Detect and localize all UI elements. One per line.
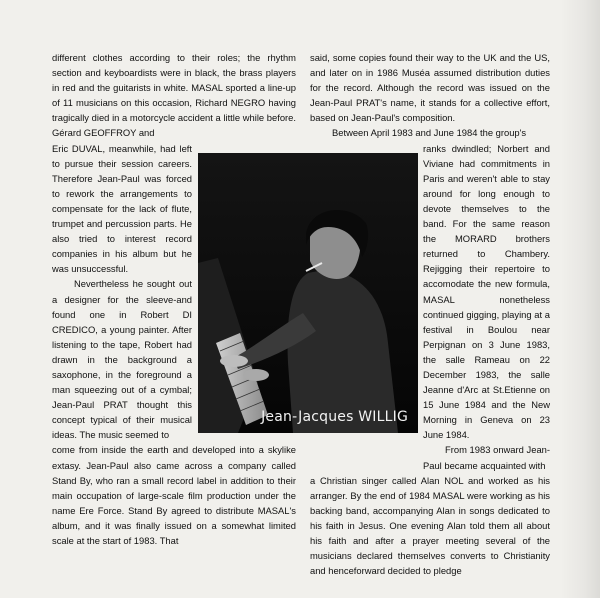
right-paragraph-3-full: a Christian singer called Alan NOL and worked as his arranger. By the end of 1984 MASAL were working as his backing band, accompanying Alan in songs dedicated to his faith in Jesus. One evening Alan told them all about his faith and after a prayer meeting several of the musicians declared themselves converts to Christianity and henceforward decided to pledge xyxy=(310,474,550,577)
photo-caption: Jean-Jacques WILLIG xyxy=(261,409,408,425)
left-paragraph-1-full: different clothes according to their roles; the rhythm section and keyboardists were in black, the brass players in red and the guitarists in white. MASAL sported a line-up of 11 musicians on this occasion, Richard NEGRO having tragically died in a motorcycle accident a little while before. Gérard GEOFFROY and xyxy=(52,52,296,139)
pianist-illustration xyxy=(198,153,418,433)
right-paragraph-2-lead: Between April 1983 and June 1984 the group's xyxy=(332,127,527,139)
pianist-hand-left xyxy=(220,355,248,367)
page-fold-shadow xyxy=(560,0,600,598)
left-paragraph-2-narrow: Nevertheless he sought out a designer for the sleeve-and found one in Robert DI CREDICO, a young painter. After listening to the tape, Robert had drawn in the background a saxophone, in the foreground a man squeezing out of a cymbal; Jean-Paul PRAT thought this concept typical of their musical ideas. The music seemed to xyxy=(52,278,192,441)
musician-photo xyxy=(198,153,418,433)
right-paragraph-1: said, some copies found their way to the UK and the US, and later on in 1986 Muséa assumed distribution duties for the record. Although the record was issued on the Jean-Paul PRAT's name, it stands for a collective effort, based on Jean-Paul's composition. xyxy=(310,52,550,124)
left-paragraph-1-narrow: Eric DUVAL, meanwhile, had left to pursue their session careers. Therefore Jean-Paul was forced to rework the arrangements to compensate for the lack of flute, trumpet and percussion parts. He also tried to interest record companies in his album but he was unsuccessful. xyxy=(52,142,192,275)
pianist-hand-right xyxy=(243,369,269,381)
right-paragraph-2-narrow: ranks dwindled; Norbert and Viviane had commitments in Paris and weren't able to stay around for long enough to devote themselves to the band. For the same reason the MORARD brothers returned to Chambery. Rejigging their repertoire to accomodate the new formula, MASAL nonetheless continued gigging, playing at a festival in Boulou near Perpignan on 3 June 1983, the salle Rameau on 22 December 1983, the salle Jeanne d'Arc at St.Etienne on 15 June 1984 and the New Morning in Geneva on 23 June 1984. xyxy=(423,142,550,441)
right-paragraph-3-narrow: From 1983 onward Jean-Paul became acquainted with xyxy=(423,444,550,471)
left-paragraph-2-full: come from inside the earth and developed into a skylike extasy. Jean-Paul also came across a company called Stand By, who ran a small record label in addition to their main occupation of large-scale film production under the name Ere Force. Stand By agreed to distribute MASAL's album, and it was finally issued on a somewhat limited scale at the start of 1983. That xyxy=(52,444,296,546)
